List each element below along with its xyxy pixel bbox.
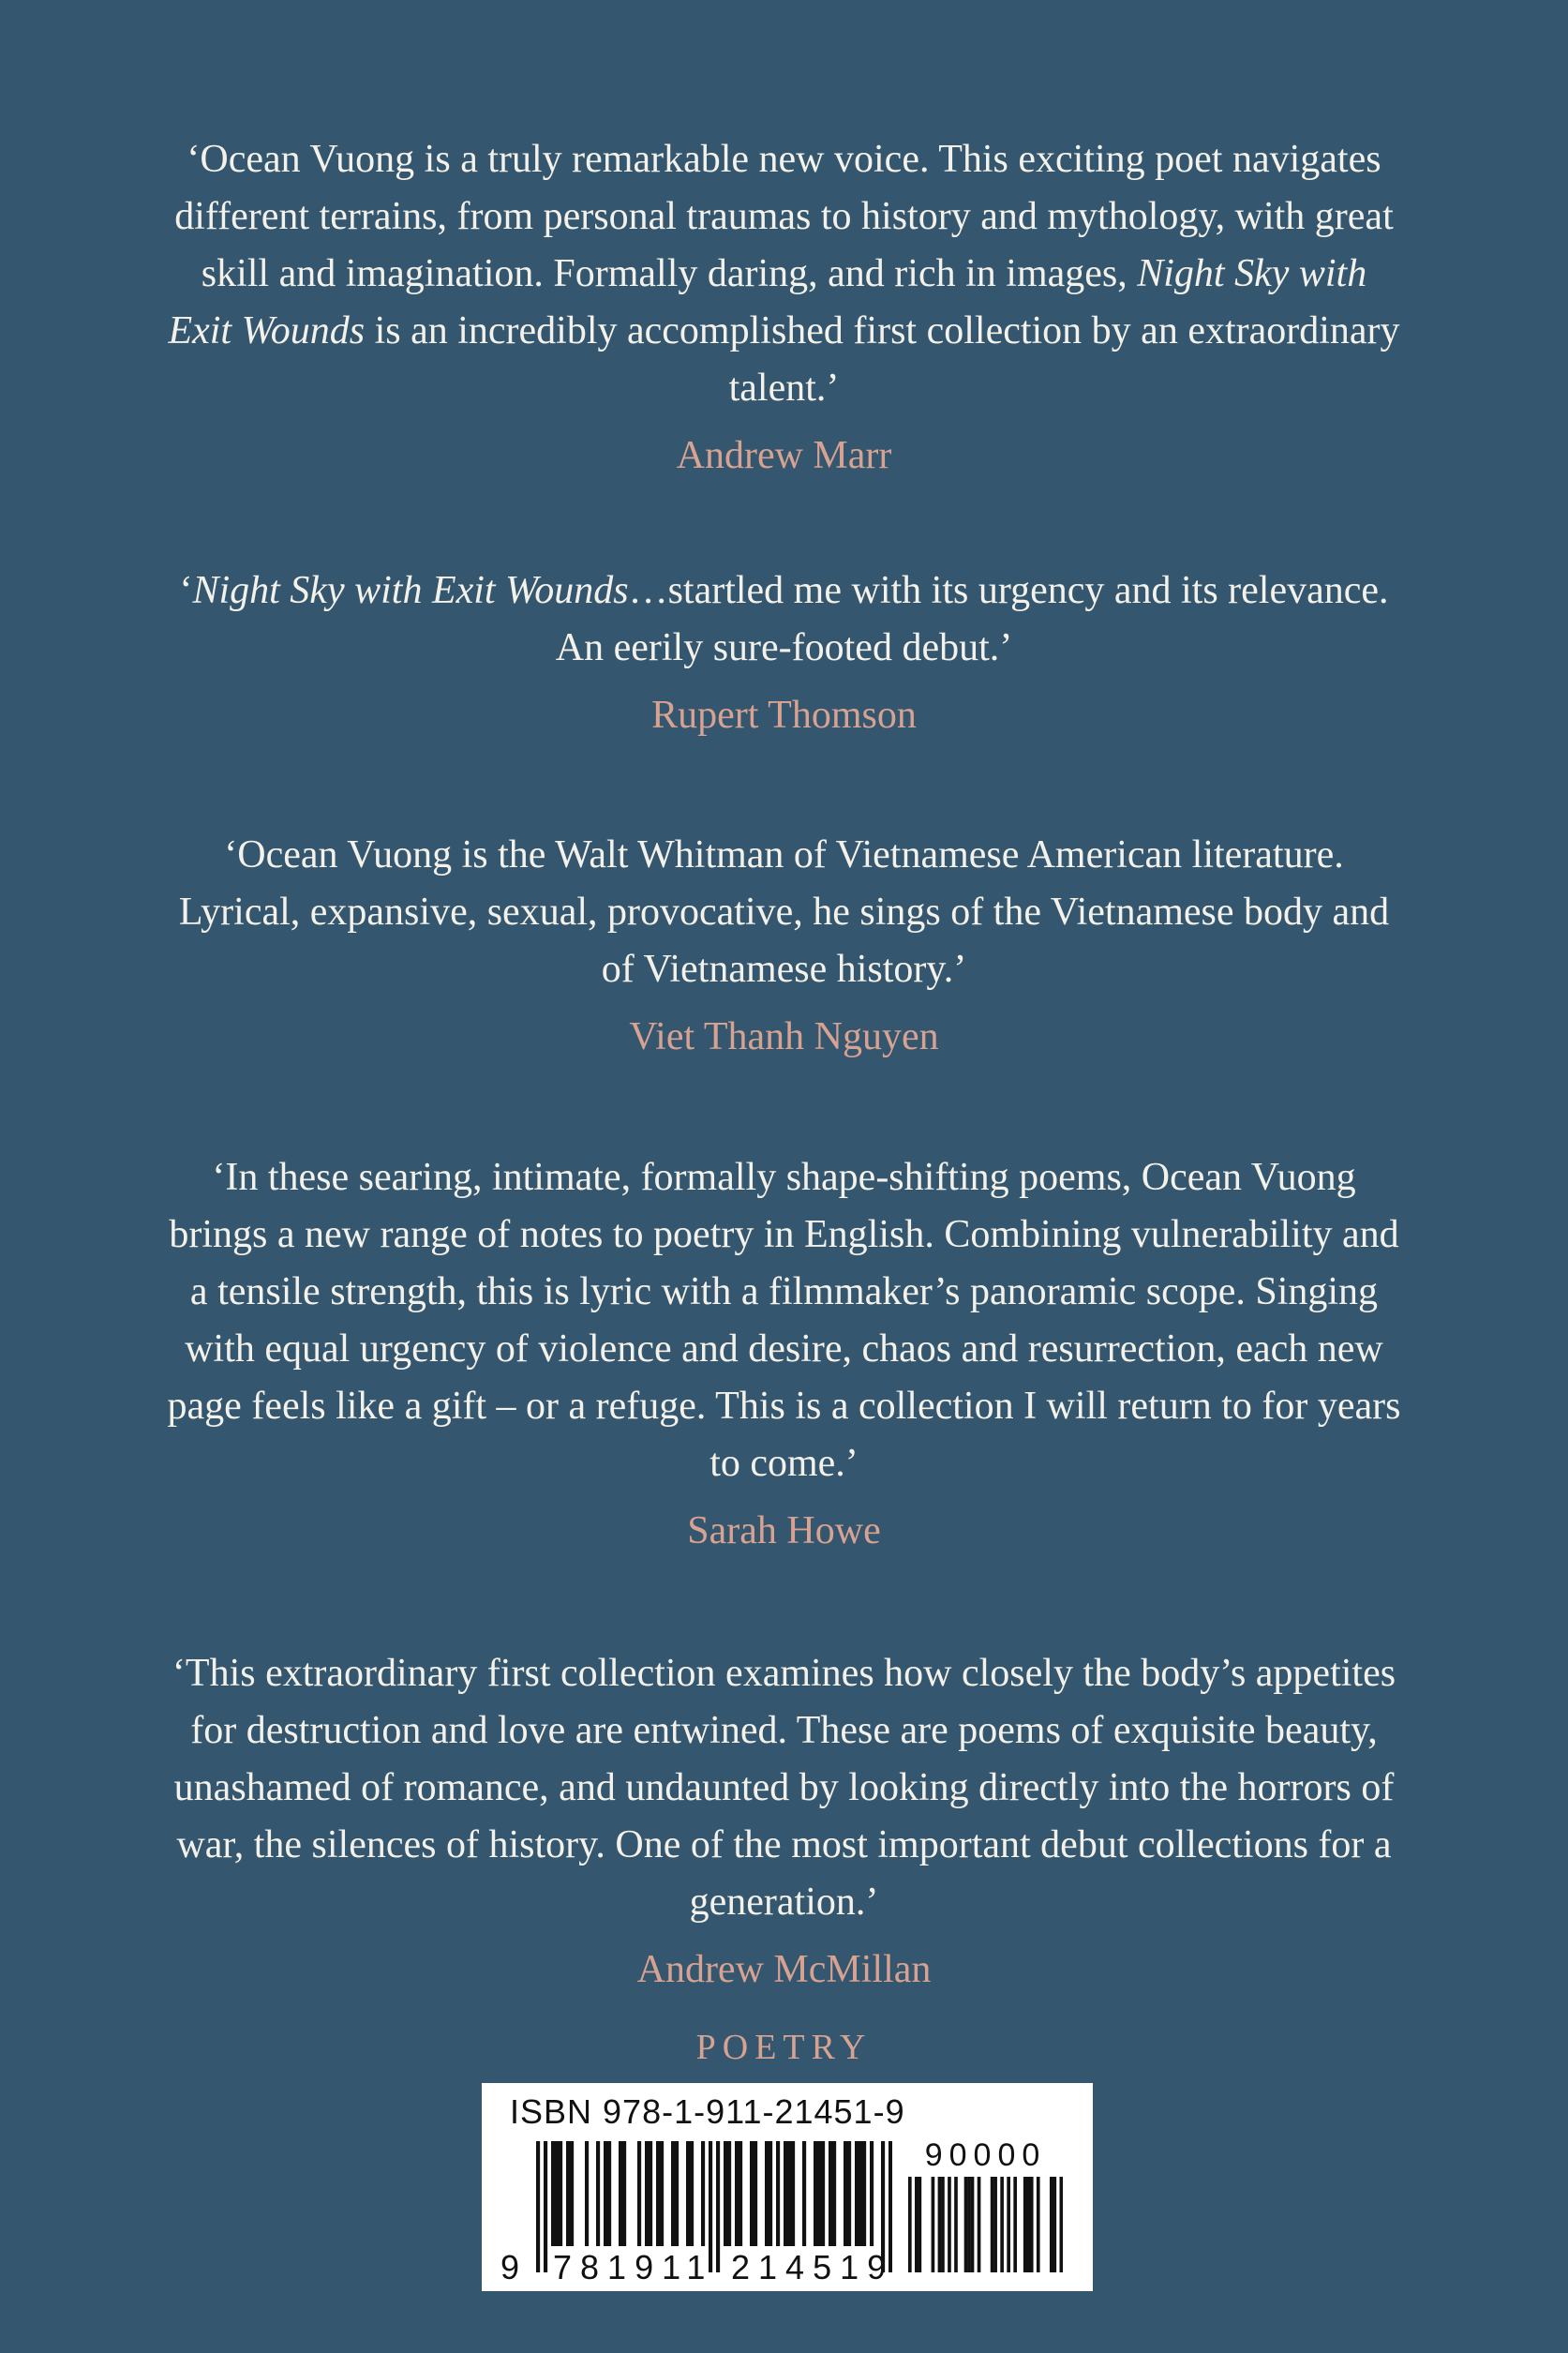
barcode-bar: [637, 2141, 641, 2246]
blurb-attribution: Viet Thanh Nguyen: [629, 1015, 939, 1058]
addon-bar: [941, 2177, 945, 2272]
blurb-quote: ‘Ocean Vuong is the Walt Whitman of Vietnamese American literature. Lyrical, expansive, sexual, provocative, he sings of the Vietnamese body and of Vietnamese history.’: [178, 833, 1390, 991]
addon-bar: [991, 2177, 994, 2272]
addon-bar: [1037, 2177, 1040, 2272]
book-title: Night Sky with Exit Wounds: [168, 252, 1367, 352]
blurb-attribution: Rupert Thomson: [651, 694, 917, 737]
category-label: POETRY: [695, 2028, 873, 2067]
barcode-bar: [784, 2141, 787, 2246]
addon-bar: [1050, 2177, 1053, 2272]
blurb-attribution: Andrew Marr: [676, 434, 892, 477]
barcode-bar: [675, 2141, 679, 2246]
addon-bar: [915, 2177, 918, 2272]
barcode-left-digits: 781911: [553, 2248, 714, 2286]
barcode-bar: [847, 2141, 851, 2246]
barcode-bar: [660, 2141, 664, 2246]
addon-bar: [1053, 2177, 1056, 2272]
barcode-bar: [750, 2141, 754, 2246]
addon-bar: [1013, 2177, 1017, 2272]
addon-bar: [932, 2177, 935, 2272]
addon-bar: [918, 2177, 922, 2272]
barcode-bar: [585, 2141, 589, 2246]
barcode-bar: [566, 2141, 570, 2246]
barcode-bar: [551, 2141, 555, 2246]
barcode-bar: [844, 2141, 847, 2246]
barcode-bar: [859, 2141, 862, 2246]
barcode-bar: [787, 2141, 791, 2246]
blurb: [166, 1645, 1403, 1999]
blurb: [166, 1149, 1403, 1560]
addon-bar: [1030, 2177, 1034, 2272]
addon-bar: [971, 2177, 975, 2272]
blurb-quote: ‘Night Sky with Exit Wounds…startled me with its urgency and its relevance. An eerily sure-footed debut.’: [179, 569, 1389, 669]
isbn-text: ISBN 978-1-911-21451-9: [510, 2092, 905, 2131]
barcode-bar: [765, 2141, 769, 2246]
price-addon-digits: 90000: [924, 2137, 1047, 2173]
barcode-bar: [596, 2141, 600, 2246]
barcode-bar: [544, 2141, 547, 2272]
addon-bar: [1007, 2177, 1010, 2272]
barcode-bar: [754, 2141, 757, 2246]
addon-bar: [1000, 2177, 1004, 2272]
addon-barcode: [908, 2177, 1063, 2272]
barcode-bar: [776, 2141, 780, 2246]
barcode-bar: [870, 2141, 874, 2246]
barcode-bar: [727, 2141, 731, 2246]
addon-bar: [993, 2177, 997, 2272]
barcode-bar: [769, 2141, 772, 2246]
blurb: [166, 131, 1403, 485]
barcode-bar: [739, 2141, 742, 2246]
barcode-bar: [821, 2141, 825, 2246]
book-title: Night Sky with Exit Wounds: [192, 569, 629, 612]
blurb-attribution: Andrew McMillan: [636, 1948, 932, 1991]
blurb: [166, 562, 1403, 744]
addon-bar: [978, 2177, 981, 2272]
blurb-quote: ‘In these searing, intimate, formally shape-shifting poems, Ocean Vuong brings a new range of notes to poetry in English. Combining vulnerability and a tensile strength, this is lyric with a filmmaker’s panoramic scope. Singing with equal urgency of violence and desire, chaos and resurrection, each new page feels like a gift – or a refuge. This is a collection I will return to for years to come.’: [167, 1156, 1401, 1485]
barcode-bar: [716, 2141, 720, 2272]
blurbs-section: [0, 131, 1568, 1999]
barcode-bar: [559, 2141, 562, 2246]
barcode-bar: [604, 2141, 607, 2246]
addon-bar: [1059, 2177, 1063, 2272]
barcode-bar: [622, 2141, 626, 2246]
barcode-bar: [570, 2141, 574, 2246]
addon-bar: [1026, 2177, 1030, 2272]
barcode-bar: [671, 2141, 675, 2246]
barcode-bar: [686, 2141, 690, 2246]
barcode-bar: [619, 2141, 622, 2246]
barcode-bar: [817, 2141, 821, 2246]
barcode-bar: [645, 2141, 649, 2246]
addon-bar: [964, 2177, 968, 2272]
barcode-bar: [536, 2141, 540, 2272]
addon-bar: [1023, 2177, 1027, 2272]
addon-bar: [954, 2177, 958, 2272]
barcode-bar: [855, 2141, 859, 2246]
barcode-bar: [791, 2141, 795, 2246]
barcode-first-digit: 9: [500, 2248, 529, 2286]
barcode-bar: [690, 2141, 694, 2246]
barcode-bar: [829, 2141, 832, 2246]
blurb-quote: ‘Ocean Vuong is a truly remarkable new voice. This exciting poet navigates different terrains, from personal traumas to history and mythology, with great skill and imagination. Formally daring, and rich in images, Night Sky with Exit Wounds is an incredibly accomplished first collection by an extraordinary talent.’: [168, 138, 1400, 410]
barcode-bar: [649, 2141, 652, 2246]
blurb-attribution: Sarah Howe: [687, 1509, 881, 1552]
barcode-bar: [862, 2141, 866, 2246]
barcode-bar: [701, 2141, 705, 2246]
blurb: [166, 827, 1403, 1066]
addon-bar: [938, 2177, 942, 2272]
barcode-label: [482, 2083, 1093, 2291]
barcode-bar: [832, 2141, 836, 2246]
barcode-bar: [814, 2141, 817, 2246]
barcode-bar: [656, 2141, 660, 2246]
addon-bar: [908, 2177, 912, 2272]
barcode-bar: [735, 2141, 739, 2246]
blurb-quote: ‘This extraordinary first collection examines how closely the body’s appetites for destruction and love are entwined. These are poems of exquisite beauty, unashamed of romance, and undaunted by looking directly into the horrors of war, the silences of history. One of the most important debut collections for a generation.’: [172, 1652, 1396, 1924]
addon-bar: [967, 2177, 971, 2272]
barcode-bar: [555, 2141, 559, 2246]
barcode-bar: [802, 2141, 806, 2246]
barcode-bar: [724, 2141, 727, 2246]
addon-bar: [948, 2177, 951, 2272]
barcode-right-digits: 214519: [731, 2248, 895, 2286]
barcode-bar: [607, 2141, 611, 2246]
